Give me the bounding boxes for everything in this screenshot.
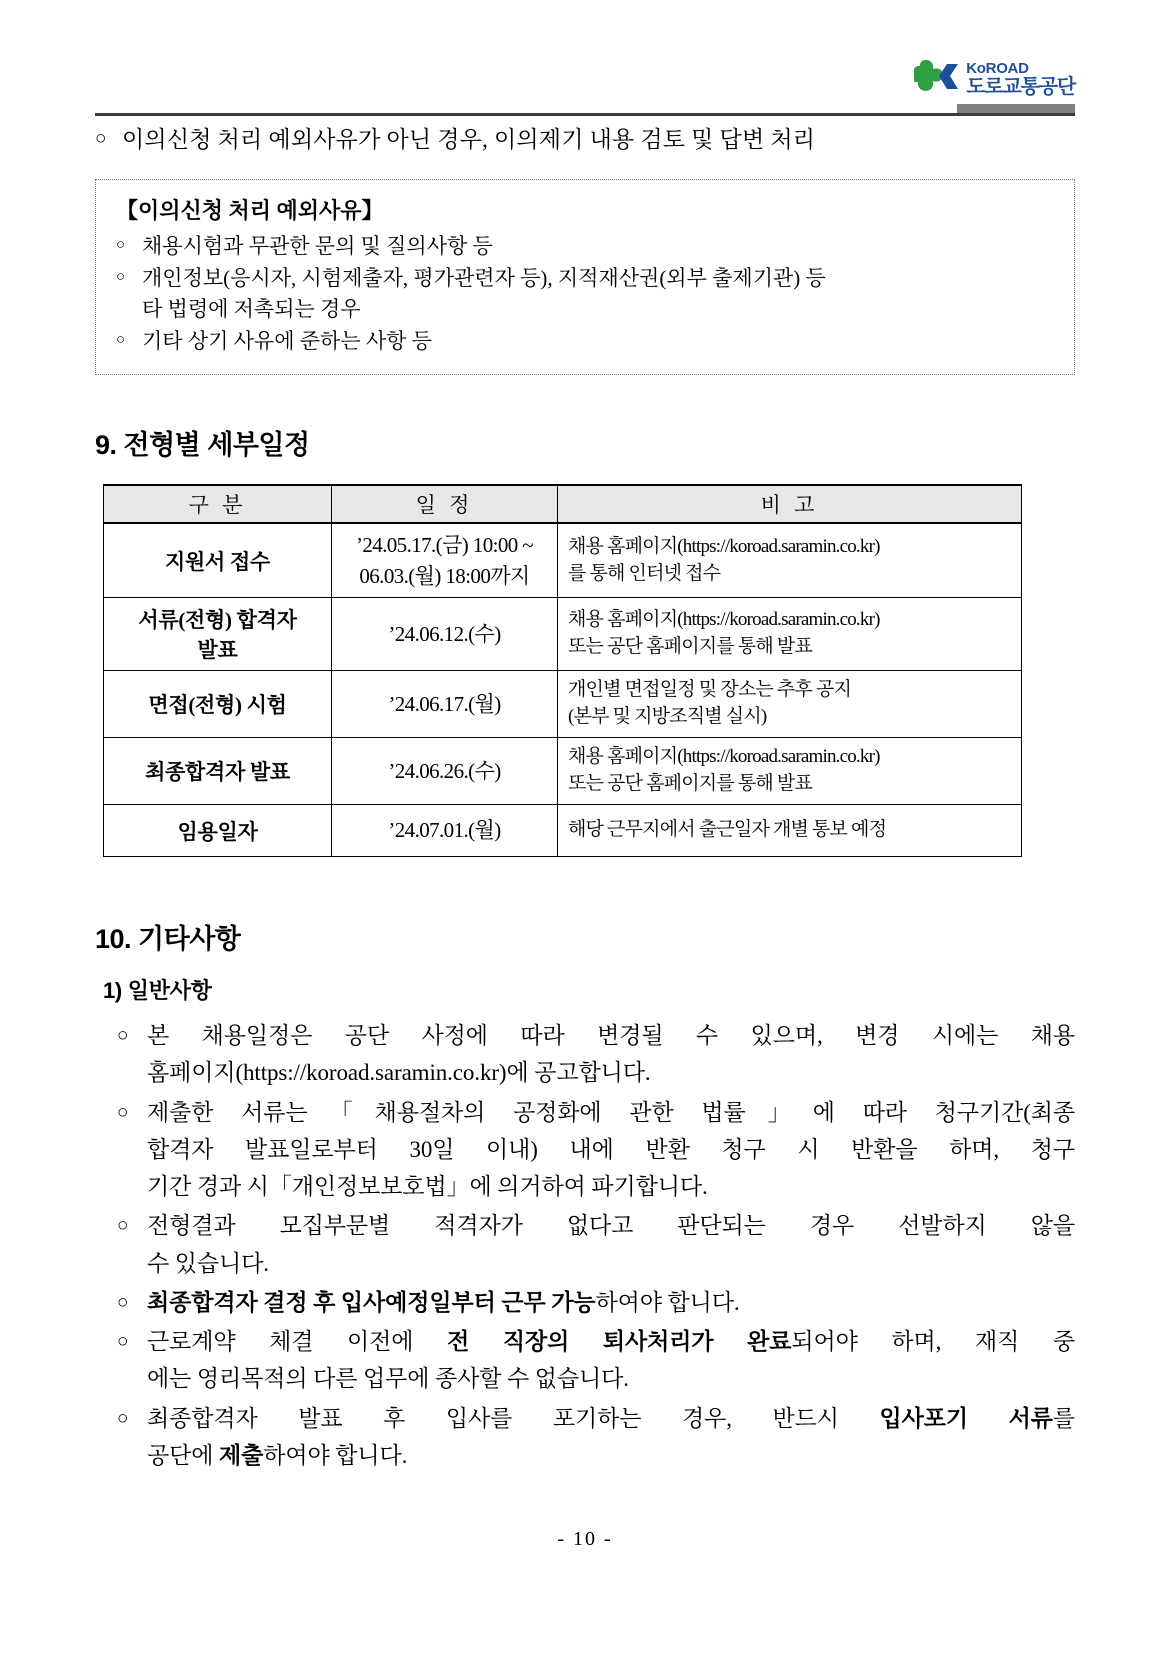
cell-note: 해당 근무지에서 출근일자 개별 통보 예정 [558, 805, 1022, 857]
top-note-line [95, 124, 1075, 157]
logo-brand-ko: 도로교통공단 [966, 76, 1075, 98]
list-item-bold: 입사포기 서류 [879, 1405, 1053, 1431]
list-item-line: 홈페이지(https://koroad.saramin.co.kr)에 공고합니다. [147, 1060, 651, 1086]
list-item-line: 근로계약 체결 이전에 [147, 1329, 448, 1355]
cell-note [558, 523, 1022, 597]
table-row [104, 738, 1022, 805]
exception-item-text [142, 231, 1054, 261]
list-item-line: 수 있습니다. [147, 1250, 269, 1276]
cell-gubun-line: 서류(전형) 합격자 [138, 608, 297, 633]
list-item-bold: 전 직장의 퇴사처리가 완료 [447, 1329, 792, 1355]
list-item [117, 1284, 1075, 1321]
cell-note-line: 채용 홈페이지(https://koroad.saramin.co.kr) [568, 535, 880, 557]
list-item-text [147, 1094, 1075, 1206]
table-row [104, 671, 1022, 738]
cell-date-line: 06.03.(월) 18:00까지 [359, 563, 530, 588]
circle-marker-icon: ○ [117, 1291, 129, 1313]
list-item-line: 기간 경과 시「개인정보보호법」에 의거하여 파기합니다. [147, 1174, 708, 1200]
cell-gubun: 지원서 접수 [104, 523, 332, 597]
table-header-note: 비 고 [558, 485, 1022, 523]
circle-marker-icon: ○ [116, 236, 126, 253]
cell-note-line: 또는 공단 홈페이지를 통해 발표 [568, 773, 813, 795]
list-item-text [147, 1284, 1075, 1321]
list-item-line: 공단에 [147, 1442, 220, 1468]
circle-marker-icon: ○ [117, 1407, 129, 1429]
exception-reasons-box [95, 179, 1075, 376]
cell-note [558, 738, 1022, 805]
circle-marker-icon: ○ [95, 128, 107, 149]
cell-gubun [104, 598, 332, 671]
circle-marker-icon: ○ [117, 1025, 129, 1047]
cell-date [332, 523, 558, 597]
list-item-line: 최종합격자 발표 후 입사를 포기하는 경우, 반드시 [147, 1405, 880, 1431]
koroad-logo-text [966, 61, 1075, 97]
logo-brand-en: KoROAD [966, 60, 1029, 77]
cell-gubun-line: 발표 [197, 638, 238, 663]
list-item-bold: 제출 [219, 1442, 264, 1468]
list-item [117, 1400, 1075, 1475]
circle-marker-icon: ○ [116, 331, 126, 348]
exception-item-text [142, 263, 1054, 324]
table-header-gubun: 구 분 [104, 485, 332, 523]
table-row [104, 598, 1022, 671]
list-item-text [147, 1207, 1075, 1282]
list-item-line: 전형결과 모집부문별 적격자가 없다고 판단되는 경우 선발하지 않을 [147, 1213, 1075, 1239]
cell-note [558, 671, 1022, 738]
list-item [117, 1094, 1075, 1206]
cell-gubun: 면접(전형) 시험 [104, 671, 332, 738]
circle-marker-icon: ○ [117, 1331, 129, 1353]
table-row [104, 805, 1022, 857]
table-header-row [104, 485, 1022, 523]
koroad-clover-icon [914, 58, 960, 100]
cell-date: ’24.06.12.(수) [332, 598, 558, 671]
page-number: - 10 - [557, 1528, 613, 1550]
list-item-line: 제출한 서류는「채용절차의 공정화에 관한 법률」에 따라 청구기간(최종 [147, 1099, 1075, 1125]
section-10-heading: 10. 기타사항 [95, 924, 241, 955]
schedule-table [103, 484, 1022, 857]
list-item [117, 1017, 1075, 1092]
list-item-text [147, 1400, 1075, 1475]
exception-item-text [142, 326, 1054, 356]
exception-item-line: 채용시험과 무관한 문의 및 질의사항 등 [142, 233, 493, 258]
table-header-schedule: 일 정 [332, 485, 558, 523]
exception-box-title: 【이의신청 처리 예외사유】 [116, 197, 384, 223]
cell-note-line: (본부 및 지방조직별 실시) [568, 706, 767, 728]
header-rule [95, 113, 1075, 116]
exception-item [116, 326, 1054, 356]
cell-note-line: 채용 홈페이지(https://koroad.saramin.co.kr) [568, 746, 880, 768]
cell-note [558, 598, 1022, 671]
list-item [117, 1323, 1075, 1398]
exception-item-line: 타 법령에 저촉되는 경우 [142, 296, 361, 321]
exception-item [116, 231, 1054, 261]
list-item-line: 에는 영리목적의 다른 업무에 종사할 수 없습니다. [147, 1366, 629, 1392]
table-row [104, 523, 1022, 597]
list-item-line: 하여야 합니다. [595, 1289, 740, 1315]
list-item-bold: 최종합격자 결정 후 입사예정일부터 근무 가능 [147, 1289, 596, 1315]
exception-item-line: 기타 상기 사유에 준하는 사항 등 [142, 328, 432, 353]
page-content [95, 124, 1075, 1476]
cell-note-line: 개인별 면접일정 및 장소는 추후 공지 [568, 679, 852, 701]
list-item-line: 를 [1052, 1405, 1076, 1431]
list-item-line: 본 채용일정은 공단 사정에 따라 변경될 수 있으며, 변경 시에는 채용 [147, 1023, 1075, 1049]
exception-item [116, 263, 1054, 324]
list-item-line: 합격자 발표일로부터 30일 이내) 내에 반환 청구 시 반환을 하며, 청구 [147, 1136, 1075, 1162]
cell-note-line: 또는 공단 홈페이지를 통해 발표 [568, 636, 813, 658]
cell-date: ’24.06.17.(월) [332, 671, 558, 738]
circle-marker-icon: ○ [117, 1215, 129, 1237]
cell-note-line: 를 통해 인터넷 접수 [568, 562, 721, 584]
cell-gubun: 최종합격자 발표 [104, 738, 332, 805]
koroad-logo [914, 58, 1075, 100]
list-item-line: 하여야 합니다. [263, 1442, 408, 1468]
section-9-heading: 9. 전형별 세부일정 [95, 430, 310, 461]
cell-note-line: 채용 홈페이지(https://koroad.saramin.co.kr) [568, 609, 880, 631]
list-item-line: 되어야 하며, 재직 중 [791, 1329, 1075, 1355]
circle-marker-icon: ○ [117, 1101, 129, 1123]
top-note-text: 이의신청 처리 예외사유가 아닌 경우, 이의제기 내용 검토 및 답변 처리 [122, 127, 816, 152]
cell-gubun: 임용일자 [104, 805, 332, 857]
section-10-list [117, 1017, 1075, 1474]
exception-item-line: 개인정보(응시자, 시험제출자, 평가관련자 등), 지적재산권(외부 출제기관) 등 [142, 266, 826, 291]
cell-date: ’24.07.01.(월) [332, 805, 558, 857]
circle-marker-icon: ○ [116, 269, 126, 286]
cell-date-line: ’24.05.17.(금) 10:00 ~ [355, 533, 534, 558]
section-10-sub-heading: 1) 일반사항 [103, 978, 212, 1004]
list-item-text [147, 1017, 1075, 1092]
cell-date: ’24.06.26.(수) [332, 738, 558, 805]
list-item [117, 1207, 1075, 1282]
list-item-text [147, 1323, 1075, 1398]
